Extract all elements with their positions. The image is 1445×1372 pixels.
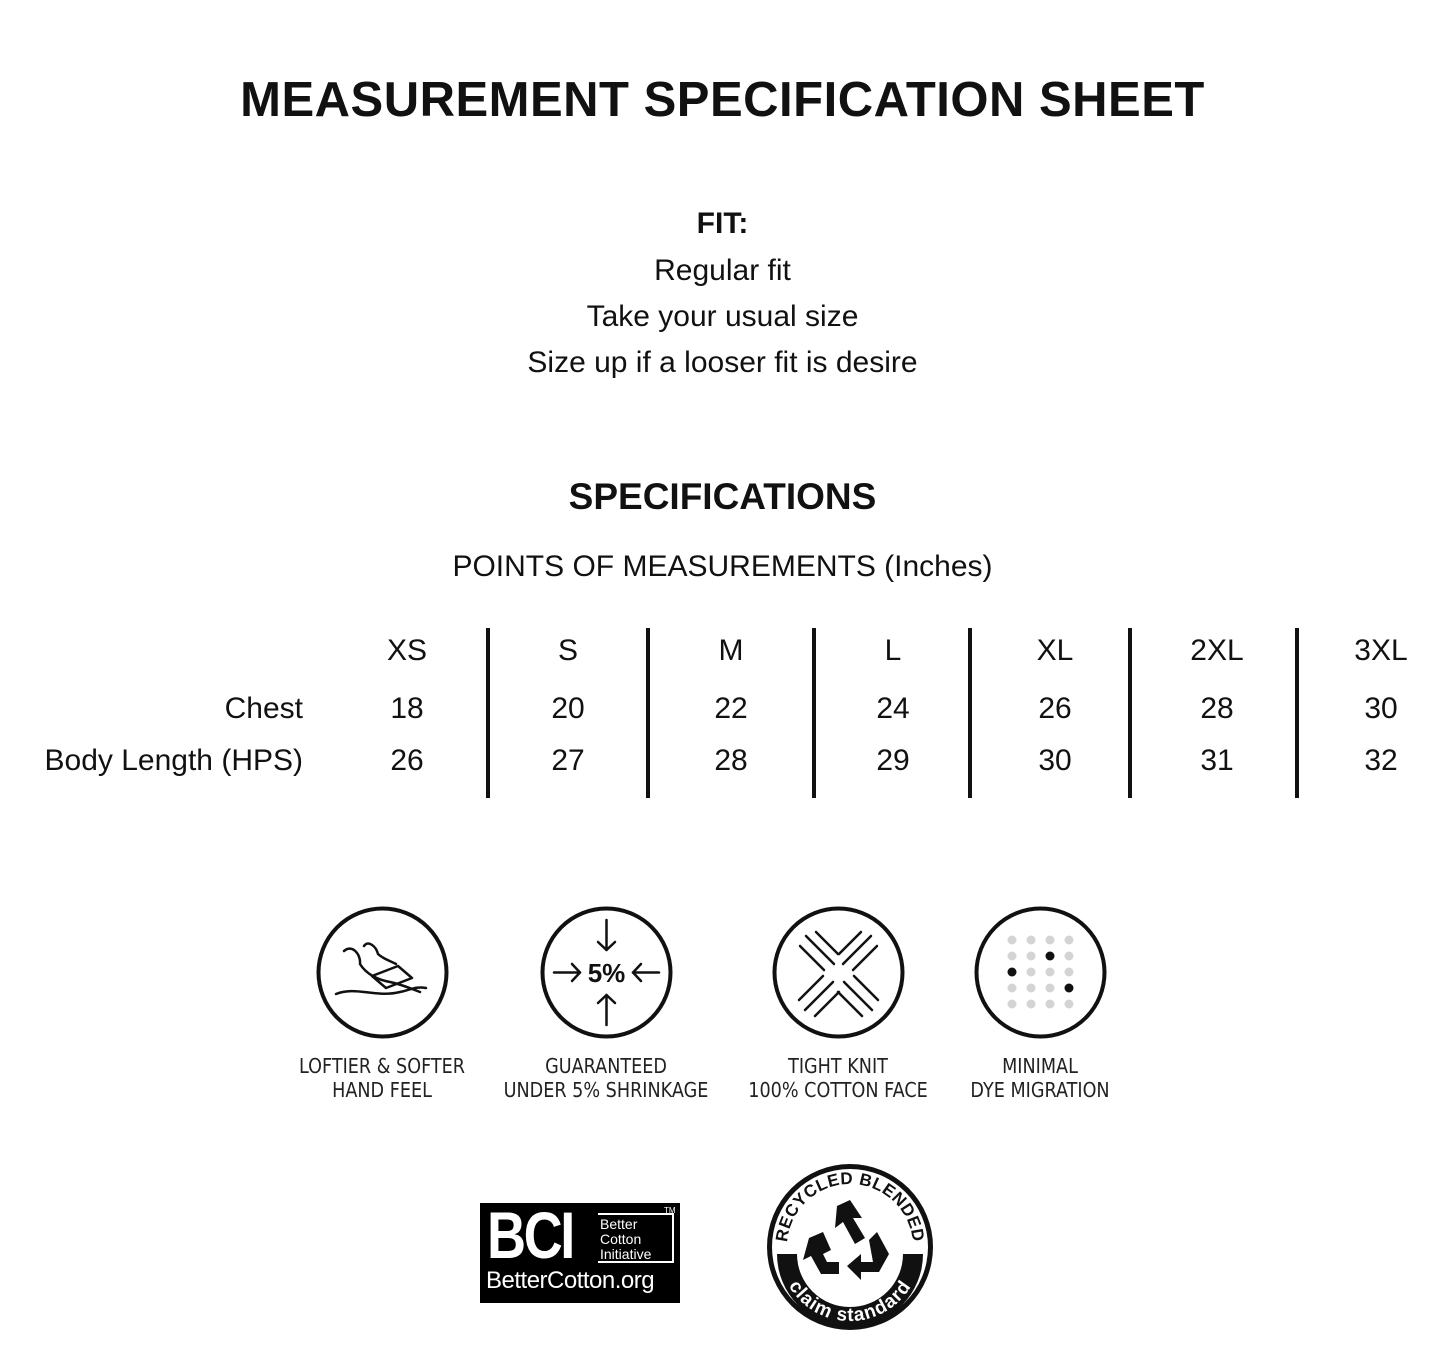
size-header: 3XL bbox=[1354, 634, 1408, 667]
table-cell: 26 bbox=[390, 744, 424, 777]
size-header: M bbox=[718, 634, 744, 667]
column-divider bbox=[968, 628, 972, 798]
column-divider bbox=[1128, 628, 1132, 798]
row-label-chest: Chest bbox=[224, 692, 303, 725]
fit-line: Regular fit bbox=[654, 254, 791, 287]
feature-label: LOFTIER & SOFTER HAND FEEL bbox=[299, 1054, 465, 1102]
table-cell: 32 bbox=[1364, 744, 1398, 777]
rcs-top-text: RECYCLED BLENDED bbox=[772, 1168, 928, 1244]
column-divider bbox=[646, 628, 650, 798]
feature-label: MINIMAL DYE MIGRATION bbox=[970, 1054, 1110, 1102]
table-cell: 18 bbox=[390, 692, 424, 725]
table-cell: 30 bbox=[1038, 744, 1072, 777]
rcs-bottom-text: claim standard bbox=[784, 1276, 916, 1327]
feature-label: TIGHT KNIT 100% COTTON FACE bbox=[748, 1054, 928, 1102]
table-cell: 28 bbox=[1200, 692, 1234, 725]
table-cell: 28 bbox=[714, 744, 748, 777]
hand-feel-icon bbox=[316, 906, 449, 1039]
table-cell: 20 bbox=[551, 692, 585, 725]
size-header: 2XL bbox=[1190, 634, 1244, 667]
size-header: S bbox=[557, 634, 578, 667]
feature-label: GUARANTEED UNDER 5% SHRINKAGE bbox=[503, 1054, 709, 1102]
size-header: XS bbox=[386, 634, 428, 667]
bci-logo-url: BetterCotton.org bbox=[486, 1267, 655, 1294]
size-header: XL bbox=[1036, 634, 1074, 667]
column-divider bbox=[1295, 628, 1299, 798]
tight-knit-icon bbox=[772, 906, 905, 1039]
column-divider bbox=[812, 628, 816, 798]
bci-logo-mark: BCI bbox=[487, 1198, 573, 1272]
fit-heading: FIT: bbox=[696, 207, 749, 240]
table-cell: 31 bbox=[1200, 744, 1234, 777]
table-cell: 27 bbox=[551, 744, 585, 777]
dye-migration-icon bbox=[974, 906, 1107, 1039]
fit-line: Take your usual size bbox=[586, 300, 859, 333]
shrinkage-icon bbox=[540, 906, 673, 1039]
table-cell: 24 bbox=[876, 692, 910, 725]
table-cell: 30 bbox=[1364, 692, 1398, 725]
bci-logo-words: Better Cotton Initiative bbox=[598, 1213, 674, 1263]
recycled-blended-claim-standard-logo bbox=[765, 1162, 935, 1332]
points-of-measurement-heading: POINTS OF MEASUREMENTS (Inches) bbox=[452, 550, 993, 583]
table-cell: 26 bbox=[1038, 692, 1072, 725]
size-header: L bbox=[884, 634, 902, 667]
fit-line: Size up if a looser fit is desire bbox=[527, 346, 918, 379]
trademark-mark: TM bbox=[664, 1206, 676, 1215]
table-cell: 29 bbox=[876, 744, 910, 777]
column-divider bbox=[486, 628, 490, 798]
specifications-heading: SPECIFICATIONS bbox=[568, 476, 877, 517]
shrinkage-icon-text: 5% bbox=[587, 958, 626, 988]
page-title: MEASUREMENT SPECIFICATION SHEET bbox=[240, 73, 1205, 127]
row-label-body-length: Body Length (HPS) bbox=[44, 744, 303, 777]
table-cell: 22 bbox=[714, 692, 748, 725]
bci-logo bbox=[480, 1198, 680, 1303]
